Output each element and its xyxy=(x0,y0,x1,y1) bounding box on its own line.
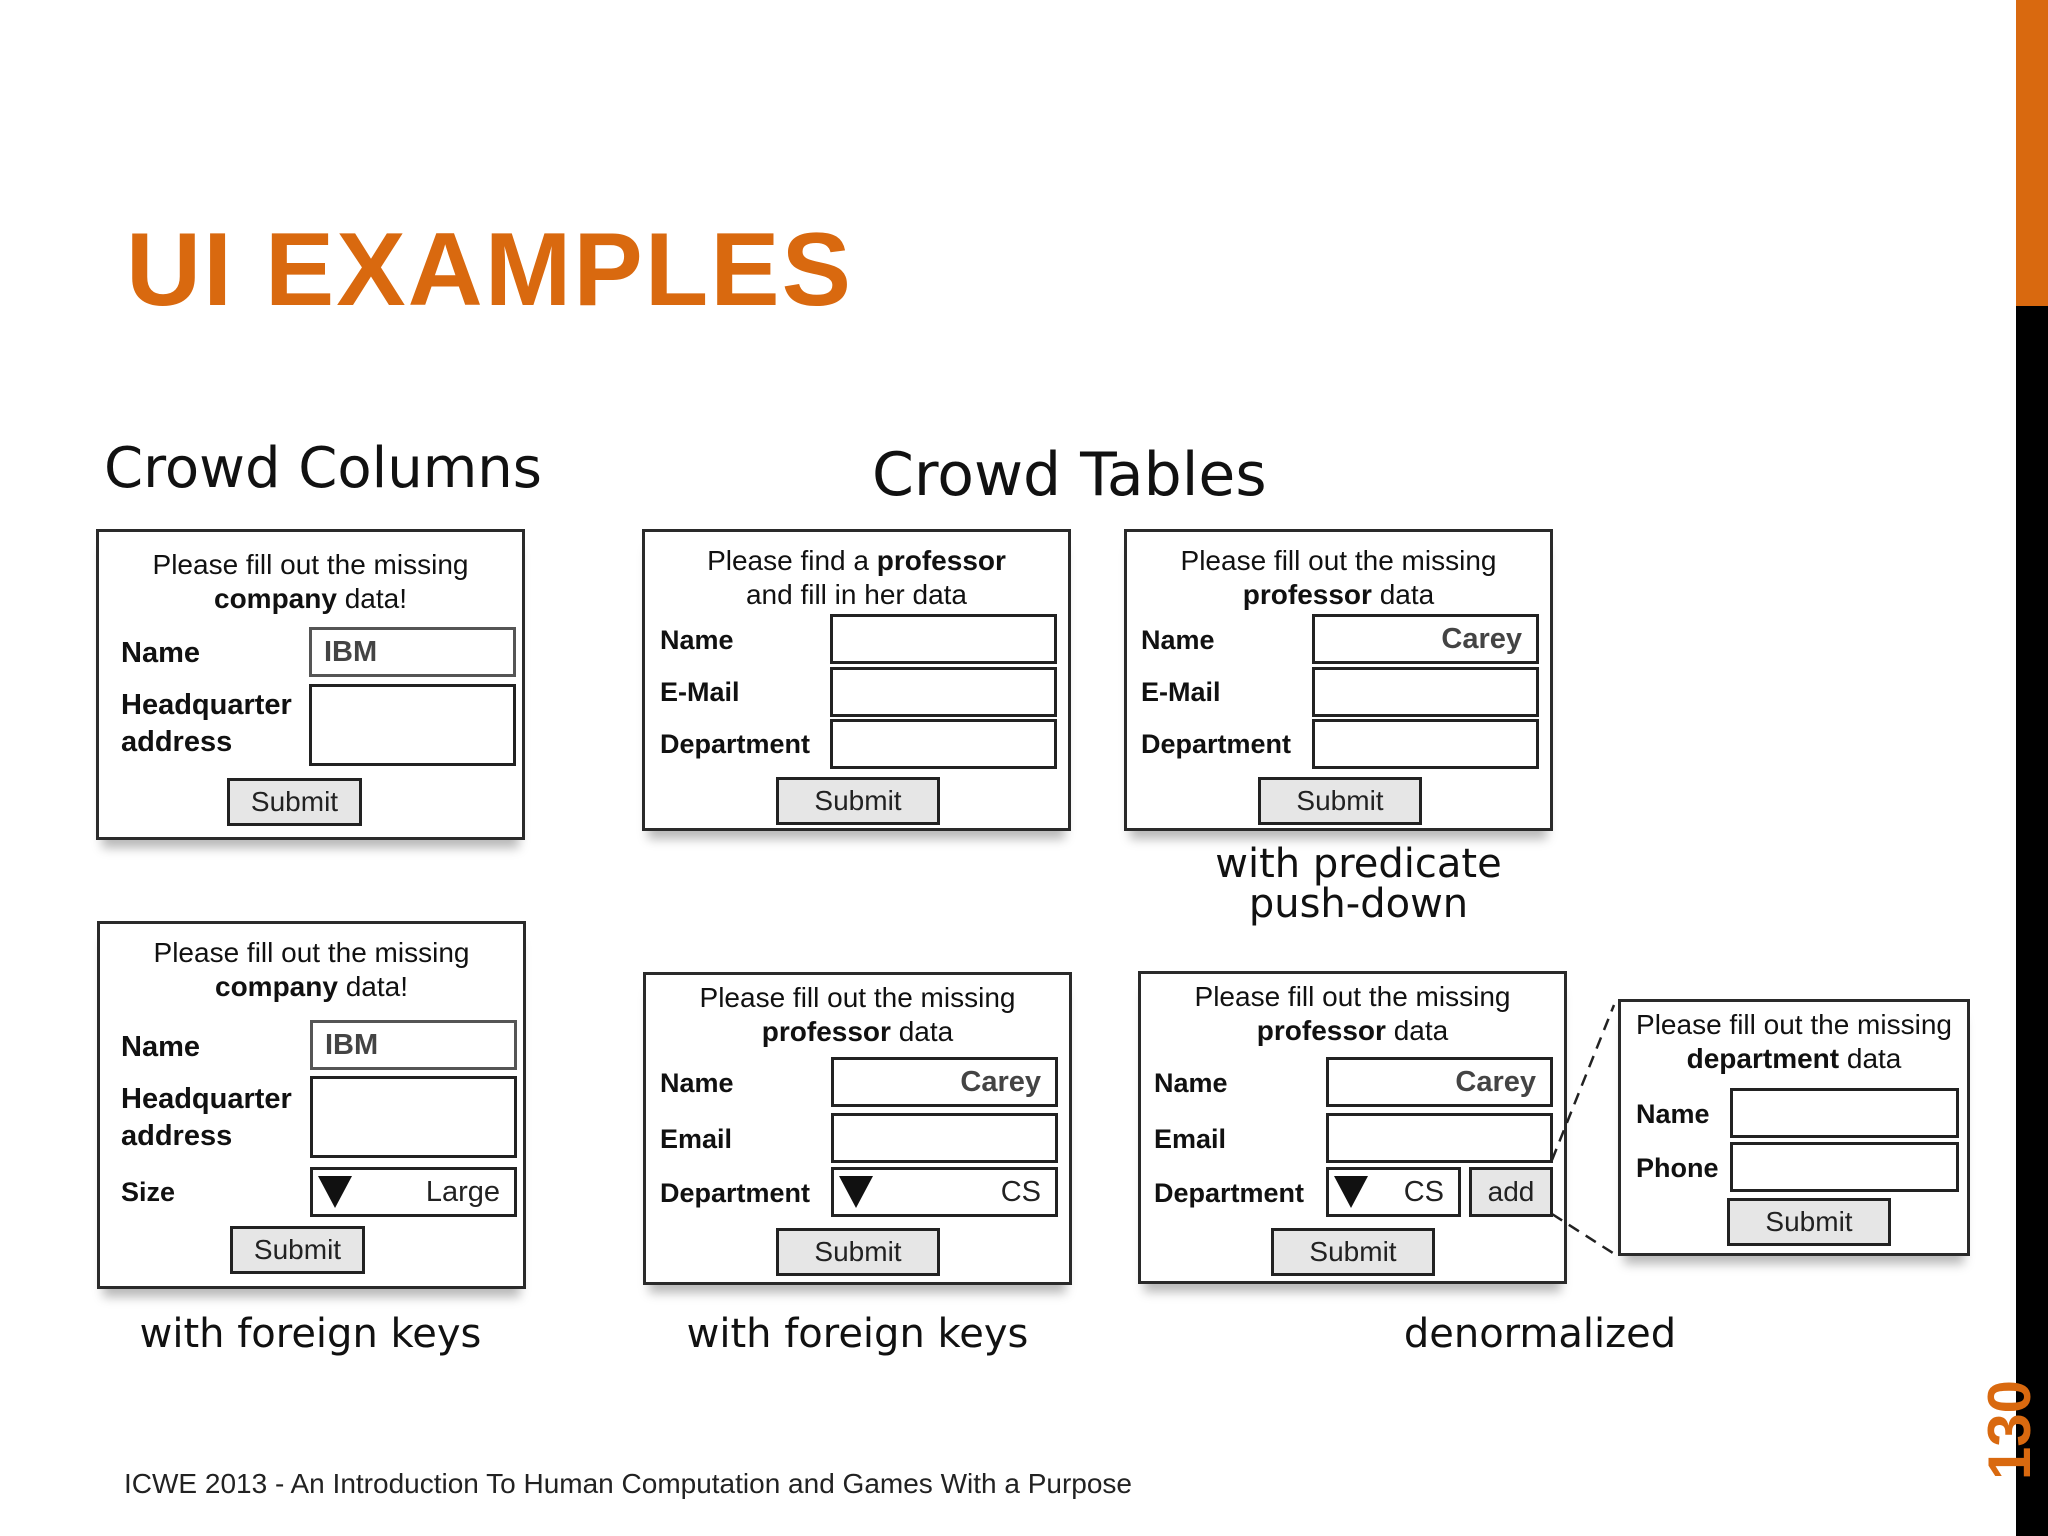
name-value: IBM xyxy=(325,1028,379,1061)
prompt-entity: department xyxy=(1686,1043,1840,1074)
phone-label: Phone xyxy=(1636,1153,1719,1183)
company-form xyxy=(96,529,525,840)
email-label: Email xyxy=(660,1124,733,1154)
name-field[interactable] xyxy=(1326,1057,1553,1107)
name-value: IBM xyxy=(324,635,378,668)
form-prompt xyxy=(645,544,1068,612)
prompt-entity: professor xyxy=(876,545,1006,576)
name-label: Name xyxy=(660,625,734,655)
prompt-line: Please fill out the missing xyxy=(153,937,470,968)
prompt-entity: professor xyxy=(761,1016,891,1047)
submit-button[interactable]: Submit xyxy=(1727,1198,1891,1246)
prompt-suffix: data xyxy=(1839,1043,1902,1074)
slide-title: UI EXAMPLES xyxy=(126,212,853,328)
prompt-line: Please fill out the missing xyxy=(1194,981,1511,1012)
name-value: Carey xyxy=(960,1065,1041,1098)
caption-foreign-keys-columns: with foreign keys xyxy=(139,1311,482,1357)
name-field[interactable] xyxy=(1730,1088,1959,1138)
department-field[interactable] xyxy=(830,719,1057,769)
footer-text: ICWE 2013 - An Introduction To Human Computation and Games With a Purpose xyxy=(124,1468,1132,1499)
dropdown-arrow-icon xyxy=(318,1176,352,1208)
prompt-line: Please fill out the missing xyxy=(152,549,469,580)
form-prompt xyxy=(1127,544,1550,612)
prompt-suffix: data xyxy=(1385,1015,1449,1046)
department-value: CS xyxy=(1403,1175,1444,1208)
prompt-suffix: data xyxy=(890,1016,954,1047)
caption-line: push-down xyxy=(1248,881,1469,927)
submit-button[interactable]: Submit xyxy=(776,777,940,825)
prompt-line xyxy=(1127,578,1550,612)
email-label: E-Mail xyxy=(660,677,740,707)
professor-form-foreign-keys xyxy=(643,972,1072,1285)
caption-line: with predicate xyxy=(1215,841,1502,887)
dropdown-arrow-icon xyxy=(1334,1176,1368,1208)
headquarter-address-field[interactable] xyxy=(310,1076,517,1158)
phone-field[interactable] xyxy=(1730,1142,1959,1192)
name-label: Name xyxy=(1636,1099,1710,1129)
headquarter-label: Headquarter xyxy=(121,689,292,721)
add-department-button[interactable]: add xyxy=(1469,1167,1553,1217)
prompt-suffix: data! xyxy=(337,971,408,1002)
crowd-tables-heading: Crowd Tables xyxy=(872,440,1267,510)
prompt-line: Please fill out the missing xyxy=(699,982,1016,1013)
dropdown-arrow-icon xyxy=(839,1176,873,1208)
prompt-suffix: data! xyxy=(336,583,407,614)
name-label: Name xyxy=(121,637,200,669)
department-label: Department xyxy=(660,729,811,759)
prompt-line xyxy=(100,970,523,1004)
caption-foreign-keys-tables: with foreign keys xyxy=(686,1311,1029,1357)
department-field[interactable] xyxy=(1312,719,1539,769)
department-value: CS xyxy=(1000,1175,1041,1208)
department-label: Department xyxy=(660,1178,811,1208)
form-prompt xyxy=(1141,980,1564,1048)
form-prompt xyxy=(100,936,523,1004)
address-label: address xyxy=(121,726,233,758)
name-label: Name xyxy=(1154,1068,1228,1098)
email-label: E-Mail xyxy=(1141,677,1221,707)
sidebar-accent-bar xyxy=(2016,0,2048,306)
headquarter-label: Headquarter xyxy=(121,1083,292,1115)
name-label: Name xyxy=(1141,625,1215,655)
crowd-columns-heading: Crowd Columns xyxy=(104,436,542,501)
prompt-line xyxy=(99,582,522,616)
prompt-entity: company xyxy=(215,971,338,1002)
name-field[interactable] xyxy=(309,627,516,677)
name-field[interactable] xyxy=(831,1057,1058,1107)
email-field[interactable] xyxy=(1326,1113,1553,1163)
prompt-entity: professor xyxy=(1242,579,1372,610)
name-field[interactable] xyxy=(310,1020,517,1070)
form-prompt xyxy=(646,981,1069,1049)
prompt-line xyxy=(645,544,1068,578)
professor-form-pushdown xyxy=(1124,529,1553,831)
submit-button[interactable]: Submit xyxy=(230,1226,365,1274)
prompt-entity: company xyxy=(214,583,337,614)
prompt-suffix: data xyxy=(1371,579,1435,610)
headquarter-address-field[interactable] xyxy=(309,684,516,766)
size-label: Size xyxy=(121,1177,176,1207)
size-value: Large xyxy=(425,1175,500,1208)
company-form-foreign-keys xyxy=(97,921,526,1289)
sidebar-dark-bar xyxy=(2016,306,2048,1536)
department-form xyxy=(1618,999,1970,1256)
form-prompt xyxy=(99,548,522,616)
department-label: Department xyxy=(1141,729,1292,759)
caption-denormalized: denormalized xyxy=(1403,1311,1677,1357)
find-professor-form xyxy=(642,529,1071,831)
name-value: Carey xyxy=(1441,622,1522,655)
name-field[interactable] xyxy=(830,614,1057,664)
professor-form-denormalized xyxy=(1138,971,1567,1284)
department-select[interactable] xyxy=(831,1167,1058,1217)
size-select[interactable] xyxy=(310,1167,517,1217)
name-field[interactable] xyxy=(1312,614,1539,664)
prompt-line xyxy=(646,1015,1069,1049)
email-label: Email xyxy=(1154,1124,1227,1154)
address-label: address xyxy=(121,1120,233,1152)
submit-button[interactable]: Submit xyxy=(1271,1228,1435,1276)
page-number: 130 xyxy=(1976,1379,2043,1481)
email-field[interactable] xyxy=(831,1113,1058,1163)
department-label: Department xyxy=(1154,1178,1305,1208)
name-label: Name xyxy=(121,1031,200,1063)
submit-button[interactable]: Submit xyxy=(227,778,362,826)
prompt-line: Please fill out the missing xyxy=(1180,545,1497,576)
prompt-prefix: Please find a xyxy=(707,545,877,576)
prompt-line xyxy=(1141,1014,1564,1048)
caption-predicate-pushdown xyxy=(1124,841,1593,927)
name-value: Carey xyxy=(1455,1065,1536,1098)
name-label: Name xyxy=(660,1068,734,1098)
email-field[interactable] xyxy=(1312,667,1539,717)
prompt-line: Please fill out the missing xyxy=(1636,1009,1952,1040)
email-field[interactable] xyxy=(830,667,1057,717)
submit-button[interactable]: Submit xyxy=(1258,777,1422,825)
department-select[interactable] xyxy=(1326,1167,1461,1217)
prompt-entity: professor xyxy=(1256,1015,1386,1046)
prompt-line xyxy=(1621,1042,1967,1076)
form-prompt xyxy=(1621,1008,1967,1076)
submit-button[interactable]: Submit xyxy=(776,1228,940,1276)
prompt-line: and fill in her data xyxy=(745,579,968,610)
